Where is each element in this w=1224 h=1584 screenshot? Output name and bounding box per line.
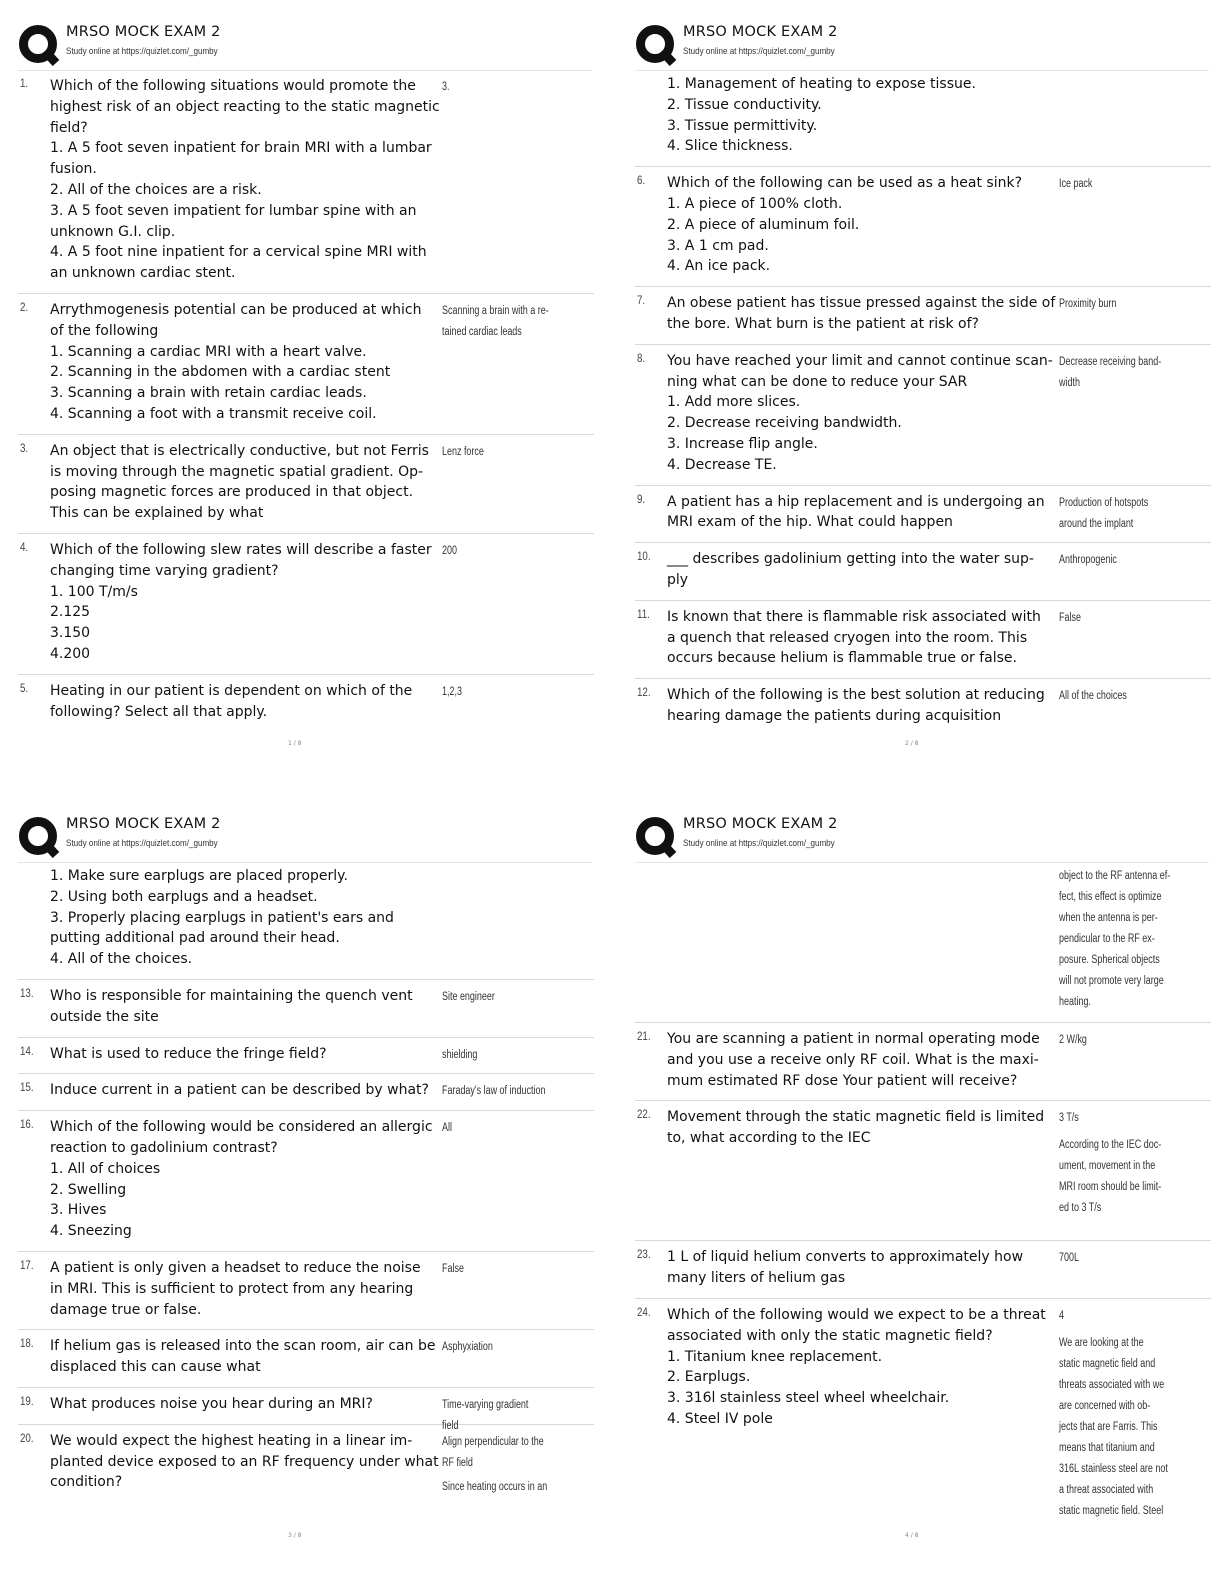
answer-line: field bbox=[442, 1419, 459, 1432]
quizlet-logo-icon bbox=[635, 24, 677, 66]
question-line: Which of the following is the best solution at reducing bbox=[667, 687, 1045, 704]
question-line: the bore. What burn is the patient at risk of? bbox=[667, 315, 979, 332]
question-line: Which of the following would we expect to be a threat bbox=[667, 1306, 1046, 1323]
question-number: 11. bbox=[637, 608, 650, 621]
question-text bbox=[667, 607, 1057, 669]
explanation-line: We are looking at the bbox=[1059, 1336, 1144, 1349]
question-row bbox=[635, 1023, 1211, 1101]
question-text bbox=[50, 1394, 440, 1415]
question-line: 4. Decrease TE. bbox=[667, 456, 777, 473]
page-subtitle: Study online at https://quizlet.com/_gumby bbox=[66, 46, 218, 57]
question-line: 3. A 5 foot seven impatient for lumbar spine with an bbox=[50, 202, 417, 219]
question-line: fusion. bbox=[50, 161, 97, 178]
question-line: An obese patient has tissue pressed against the side of bbox=[667, 295, 1056, 312]
question-line: outside the site bbox=[50, 1008, 159, 1025]
quizlet-logo-icon bbox=[18, 816, 60, 858]
question-line: 1. Add more slices. bbox=[667, 394, 801, 411]
question-number: 12. bbox=[637, 687, 651, 700]
question-text bbox=[667, 549, 1057, 591]
question-text bbox=[667, 1247, 1057, 1289]
page-title: MRSO MOCK EXAM 2 bbox=[66, 816, 221, 832]
answer-line: posure. Spherical objects bbox=[1059, 954, 1160, 966]
page-number: 3 / 8 bbox=[288, 1532, 302, 1539]
question-number: 2. bbox=[20, 301, 29, 314]
answer-explanation bbox=[442, 1477, 592, 1498]
answer-explanation bbox=[1059, 1333, 1209, 1522]
answer-line: Site engineer bbox=[442, 990, 495, 1003]
question-row bbox=[18, 70, 594, 294]
question-line: 2. Using both earplugs and a headset. bbox=[50, 888, 318, 905]
question-line: 3. Scanning a brain with retain cardiac leads. bbox=[50, 385, 367, 402]
explanation-line: Since heating occurs in an bbox=[442, 1480, 548, 1493]
question-number: 20. bbox=[20, 1432, 34, 1445]
question-line: Who is responsible for maintaining the quench vent bbox=[50, 987, 413, 1004]
question-line: 4.200 bbox=[50, 645, 91, 662]
question-line: putting additional pad around their head. bbox=[50, 930, 340, 947]
explanation-line: MRI room should be limit- bbox=[1059, 1181, 1162, 1194]
answer-line: 200 bbox=[442, 544, 457, 557]
answer-text bbox=[1059, 493, 1189, 535]
page-number: 4 / 8 bbox=[905, 1532, 919, 1539]
answer-line: Align perpendicular to the bbox=[442, 1435, 544, 1448]
question-number: 7. bbox=[637, 295, 646, 308]
page-title: MRSO MOCK EXAM 2 bbox=[683, 816, 838, 832]
question-number: 8. bbox=[637, 352, 646, 365]
question-text bbox=[50, 866, 440, 970]
question-line: displaced this can cause what bbox=[50, 1359, 261, 1376]
question-line: of the following bbox=[50, 322, 159, 339]
question-number: 9. bbox=[637, 493, 646, 506]
question-line: 1. Scanning a cardiac MRI with a heart valve. bbox=[50, 343, 367, 360]
question-line: 4. An ice pack. bbox=[667, 258, 771, 275]
answer-line: 4 bbox=[1059, 1309, 1064, 1322]
question-line: 4. Scanning a foot with a transmit receive coil. bbox=[50, 405, 377, 422]
question-line: 1. A piece of 100% cloth. bbox=[667, 195, 843, 212]
answer-line: 3. bbox=[442, 81, 450, 93]
question-line: 1. Titanium knee replacement. bbox=[667, 1348, 883, 1365]
page-subtitle: Study online at https://quizlet.com/_gumby bbox=[66, 838, 218, 849]
exam-page bbox=[18, 18, 608, 778]
question-line: 1. All of choices bbox=[50, 1160, 161, 1177]
answer-line: shielding bbox=[442, 1048, 478, 1061]
answer-text bbox=[442, 541, 572, 562]
exam-page bbox=[635, 810, 1224, 1570]
question-row bbox=[18, 435, 594, 534]
answer-text bbox=[442, 1118, 572, 1139]
question-row bbox=[18, 1074, 594, 1111]
question-text bbox=[667, 351, 1057, 476]
question-line: 1. Make sure earplugs are placed properly. bbox=[50, 868, 348, 884]
question-number: 17. bbox=[20, 1259, 34, 1272]
answer-line: All bbox=[442, 1122, 452, 1135]
page-number: 1 / 8 bbox=[288, 740, 302, 747]
question-line: What produces noise you hear during an MRI? bbox=[50, 1395, 373, 1412]
page-subtitle: Study online at https://quizlet.com/_gumby bbox=[683, 46, 835, 57]
answer-line: tained cardiac leads bbox=[442, 325, 522, 338]
quizlet-logo-icon bbox=[635, 816, 677, 858]
question-row bbox=[18, 294, 594, 435]
question-line: field? bbox=[50, 119, 88, 136]
question-line: Which of the following can be used as a heat sink? bbox=[667, 175, 1023, 192]
answer-text bbox=[1059, 352, 1189, 394]
question-text bbox=[50, 1080, 440, 1101]
question-line: condition? bbox=[50, 1474, 123, 1491]
explanation-line: 316L stainless steel are not bbox=[1059, 1462, 1168, 1475]
question-line: MRI exam of the hip. What could happen bbox=[667, 514, 953, 531]
question-list bbox=[635, 70, 1211, 736]
question-line: We would expect the highest heating in a linear im- bbox=[50, 1432, 413, 1449]
question-text bbox=[50, 300, 440, 425]
answer-line: Production of hotspots bbox=[1059, 496, 1149, 509]
answer-text bbox=[1059, 1108, 1189, 1129]
question-text bbox=[50, 441, 440, 524]
answer-text bbox=[1059, 1248, 1189, 1269]
question-line: is moving through the magnetic spatial gradient. Op- bbox=[50, 463, 424, 480]
page-header bbox=[18, 18, 608, 68]
answer-line: width bbox=[1059, 376, 1080, 389]
question-line: highest risk of an object reacting to the static magnetic bbox=[50, 98, 440, 115]
answer-line: pendicular to the RF ex- bbox=[1059, 933, 1155, 945]
page-header bbox=[635, 18, 1224, 68]
question-line: a quench that released cryogen into the room. This bbox=[667, 629, 1028, 646]
question-number: 15. bbox=[20, 1082, 34, 1095]
answer-line: Faraday's law of induction bbox=[442, 1085, 546, 1098]
question-row bbox=[635, 345, 1211, 486]
question-line: occurs because helium is flammable true or false. bbox=[667, 650, 1017, 667]
question-line: unknown G.I. clip. bbox=[50, 223, 176, 240]
answer-line: RF field bbox=[442, 1456, 473, 1469]
question-row bbox=[635, 862, 1211, 1023]
question-text bbox=[50, 76, 440, 284]
question-line: 2. All of the choices are a risk. bbox=[50, 181, 262, 198]
exam-page bbox=[635, 18, 1224, 778]
question-line: 2.125 bbox=[50, 604, 91, 621]
explanation-line: static magnetic field. Steel bbox=[1059, 1504, 1164, 1517]
question-line: This can be explained by what bbox=[50, 505, 264, 522]
question-text bbox=[50, 1117, 440, 1242]
answer-line: heating. bbox=[1059, 996, 1091, 1008]
question-number: 1. bbox=[20, 78, 29, 90]
question-line: damage true or false. bbox=[50, 1301, 202, 1318]
question-row bbox=[635, 1241, 1211, 1299]
question-line: 4. Slice thickness. bbox=[667, 138, 793, 155]
question-list bbox=[18, 70, 594, 731]
question-line: 2. A piece of aluminum foil. bbox=[667, 216, 860, 233]
answer-text bbox=[442, 301, 572, 343]
answer-text bbox=[1059, 1030, 1189, 1051]
question-line: A patient is only given a headset to reduce the noise bbox=[50, 1259, 421, 1276]
question-line: ___ describes gadolinium getting into the water sup- bbox=[667, 551, 1034, 568]
question-number: 21. bbox=[637, 1031, 651, 1043]
answer-explanation bbox=[1059, 1135, 1209, 1219]
question-line: You have reached your limit and cannot continue scan- bbox=[667, 352, 1053, 369]
page-subtitle: Study online at https://quizlet.com/_gumby bbox=[683, 838, 835, 849]
answer-line: Ice pack bbox=[1059, 178, 1093, 191]
answer-line: around the implant bbox=[1059, 517, 1134, 530]
question-list bbox=[18, 862, 594, 1519]
question-line: 2. Earplugs. bbox=[667, 1369, 751, 1386]
question-line: 2. Swelling bbox=[50, 1181, 127, 1198]
question-row bbox=[635, 601, 1211, 679]
question-line: Arrythmogenesis potential can be produced at which bbox=[50, 301, 422, 318]
exam-page bbox=[18, 810, 608, 1570]
question-number: 22. bbox=[637, 1109, 651, 1122]
question-number: 4. bbox=[20, 541, 29, 554]
question-line: Induce current in a patient can be described by what? bbox=[50, 1082, 429, 1099]
question-line: 3.150 bbox=[50, 625, 91, 642]
answer-line: 1,2,3 bbox=[442, 685, 462, 698]
question-number: 3. bbox=[20, 442, 29, 455]
page-header bbox=[635, 810, 1224, 860]
question-row bbox=[635, 1101, 1211, 1241]
question-line: 1. Management of heating to expose tissue. bbox=[667, 76, 976, 92]
question-number: 19. bbox=[20, 1395, 34, 1408]
question-row bbox=[18, 1388, 594, 1432]
question-text bbox=[50, 681, 440, 723]
answer-text bbox=[1059, 866, 1189, 1013]
question-line: An object that is electrically conductive, but not Ferris bbox=[50, 442, 429, 459]
question-line: Which of the following situations would promote the bbox=[50, 78, 416, 94]
question-line: Which of the following slew rates will describe a faster bbox=[50, 541, 432, 558]
question-number: 14. bbox=[20, 1045, 34, 1058]
question-row bbox=[18, 1330, 594, 1388]
question-line: mum estimated RF dose Your patient will receive? bbox=[667, 1072, 1018, 1089]
question-row bbox=[635, 287, 1211, 345]
answer-text bbox=[442, 1081, 572, 1102]
question-line: Which of the following would be considered an allergic bbox=[50, 1119, 433, 1136]
question-text bbox=[667, 1029, 1057, 1091]
question-line: 4. All of the choices. bbox=[50, 951, 193, 968]
quizlet-logo-icon bbox=[18, 24, 60, 66]
question-line: If helium gas is released into the scan room, air can be bbox=[50, 1338, 436, 1355]
answer-text bbox=[1059, 686, 1189, 707]
question-number: 13. bbox=[20, 987, 34, 1000]
question-number: 18. bbox=[20, 1338, 34, 1351]
answer-text bbox=[442, 1337, 572, 1358]
question-line: planted device exposed to an RF frequency under what bbox=[50, 1453, 439, 1470]
question-line: 4. Steel IV pole bbox=[667, 1410, 773, 1427]
answer-line: object to the RF antenna ef- bbox=[1059, 870, 1171, 882]
question-row bbox=[635, 679, 1211, 736]
question-line: to, what according to the IEC bbox=[667, 1130, 871, 1147]
question-line: ning what can be done to reduce your SAR bbox=[667, 373, 968, 390]
question-text bbox=[50, 540, 440, 665]
answer-text bbox=[1059, 1306, 1189, 1327]
question-line: Heating in our patient is dependent on which of the bbox=[50, 682, 413, 699]
explanation-line: threats associated with we bbox=[1059, 1378, 1165, 1391]
answer-line: Lenz force bbox=[442, 445, 484, 458]
explanation-line: ument, movement in the bbox=[1059, 1160, 1156, 1173]
question-line: 3. A 1 cm pad. bbox=[667, 237, 769, 254]
answer-line: will not promote very large bbox=[1059, 975, 1164, 987]
question-line: ply bbox=[667, 571, 689, 588]
page-title: MRSO MOCK EXAM 2 bbox=[683, 24, 838, 40]
question-text bbox=[50, 986, 440, 1028]
question-text bbox=[667, 492, 1057, 534]
question-line: 2. Decrease receiving bandwidth. bbox=[667, 415, 902, 432]
answer-text bbox=[442, 682, 572, 703]
answer-line: False bbox=[442, 1262, 464, 1275]
question-line: 3. Increase flip angle. bbox=[667, 435, 818, 452]
page-number: 2 / 8 bbox=[905, 740, 919, 747]
question-number: 24. bbox=[637, 1306, 651, 1319]
question-line: A patient has a hip replacement and is undergoing an bbox=[667, 493, 1045, 510]
question-text bbox=[667, 1305, 1057, 1430]
question-line: What is used to reduce the fringe field? bbox=[50, 1045, 327, 1062]
question-line: many liters of helium gas bbox=[667, 1270, 846, 1287]
question-row bbox=[18, 1038, 594, 1075]
question-text bbox=[667, 74, 1057, 157]
question-line: 4. Sneezing bbox=[50, 1223, 132, 1240]
explanation-line: According to the IEC doc- bbox=[1059, 1139, 1162, 1152]
question-line: 3. Hives bbox=[50, 1202, 107, 1219]
question-line: 3. Tissue permittivity. bbox=[667, 117, 818, 134]
question-number: 6. bbox=[637, 175, 646, 188]
answer-line: when the antenna is per- bbox=[1059, 912, 1158, 924]
answer-text bbox=[442, 1432, 572, 1474]
question-line: You are scanning a patient in normal operating mode bbox=[667, 1031, 1040, 1047]
question-line: Movement through the static magnetic field is limited bbox=[667, 1109, 1045, 1126]
question-text bbox=[667, 173, 1057, 277]
question-line: associated with only the static magnetic field? bbox=[667, 1327, 993, 1344]
answer-line: 2 W/kg bbox=[1059, 1034, 1087, 1046]
question-row bbox=[635, 486, 1211, 544]
question-text bbox=[50, 1044, 440, 1065]
answer-text bbox=[442, 77, 572, 98]
question-line: 3. 316l stainless steel wheel wheelchair. bbox=[667, 1390, 950, 1407]
question-line: reaction to gadolinium contrast? bbox=[50, 1139, 278, 1156]
question-row bbox=[18, 675, 594, 732]
question-row bbox=[18, 1425, 594, 1519]
question-line: posing magnetic forces are produced in that object. bbox=[50, 484, 414, 501]
question-line: Is known that there is flammable risk associated with bbox=[667, 608, 1041, 625]
question-text bbox=[667, 293, 1057, 335]
question-line: 1. A 5 foot seven inpatient for brain MRI with a lumbar bbox=[50, 140, 432, 157]
question-text bbox=[667, 1107, 1057, 1149]
page-header bbox=[18, 810, 608, 860]
question-row bbox=[18, 980, 594, 1038]
question-number: 10. bbox=[637, 551, 651, 564]
question-line: 4. A 5 foot nine inpatient for a cervical spine MRI with bbox=[50, 244, 427, 261]
question-row bbox=[635, 543, 1211, 601]
answer-text bbox=[1059, 294, 1189, 315]
question-line: in MRI. This is sufficient to protect from any hearing bbox=[50, 1280, 414, 1297]
answer-text bbox=[1059, 550, 1189, 571]
question-row bbox=[635, 167, 1211, 287]
explanation-line: ed to 3 T/s bbox=[1059, 1202, 1102, 1215]
question-list bbox=[635, 862, 1211, 1543]
question-line: 2. Scanning in the abdomen with a cardiac stent bbox=[50, 364, 391, 381]
question-line: following? Select all that apply. bbox=[50, 703, 268, 720]
answer-line: False bbox=[1059, 611, 1081, 624]
question-line: 2. Tissue conductivity. bbox=[667, 96, 822, 113]
question-text bbox=[50, 1431, 440, 1493]
question-line: an unknown cardiac stent. bbox=[50, 265, 236, 282]
answer-text bbox=[1059, 174, 1189, 195]
explanation-line: are concerned with ob- bbox=[1059, 1399, 1151, 1412]
question-row bbox=[635, 1299, 1211, 1543]
explanation-line: jects that are Farris. This bbox=[1059, 1420, 1158, 1433]
explanation-line: static magnetic field and bbox=[1059, 1357, 1156, 1370]
answer-line: Time-varying gradient bbox=[442, 1398, 529, 1411]
answer-line: 700L bbox=[1059, 1252, 1079, 1265]
question-row bbox=[18, 862, 594, 980]
question-row bbox=[18, 1252, 594, 1330]
answer-line: Anthropogenic bbox=[1059, 554, 1117, 567]
question-number: 23. bbox=[637, 1249, 651, 1262]
question-line: and you use a receive only RF coil. What is the maxi- bbox=[667, 1051, 1039, 1068]
answer-line: All of the choices bbox=[1059, 690, 1127, 703]
answer-line: Proximity burn bbox=[1059, 298, 1117, 311]
explanation-line: means that titanium and bbox=[1059, 1441, 1155, 1454]
question-row bbox=[18, 534, 594, 675]
answer-line: Decrease receiving band- bbox=[1059, 355, 1162, 368]
question-line: changing time varying gradient? bbox=[50, 562, 279, 579]
question-text bbox=[50, 1336, 440, 1378]
question-number: 16. bbox=[20, 1119, 34, 1132]
answer-line: Asphyxiation bbox=[442, 1341, 493, 1354]
answer-text bbox=[442, 442, 572, 463]
question-row bbox=[635, 70, 1211, 167]
answer-text bbox=[442, 987, 572, 1008]
page-title: MRSO MOCK EXAM 2 bbox=[66, 24, 221, 40]
question-line: 1. 100 T/m/s bbox=[50, 583, 138, 600]
question-line: hearing damage the patients during acquisition bbox=[667, 707, 1002, 724]
answer-line: Scanning a brain with a re- bbox=[442, 304, 549, 317]
question-text bbox=[667, 685, 1057, 727]
answer-line: fect, this effect is optimize bbox=[1059, 891, 1162, 903]
answer-text bbox=[1059, 608, 1189, 629]
question-text bbox=[50, 1258, 440, 1320]
answer-line: 3 T/s bbox=[1059, 1112, 1079, 1125]
question-line: 1 L of liquid helium converts to approximately how bbox=[667, 1249, 1024, 1266]
question-row bbox=[18, 1111, 594, 1252]
question-number: 5. bbox=[20, 682, 29, 695]
question-line: 3. Properly placing earplugs in patient's ears and bbox=[50, 909, 394, 926]
explanation-line: a threat associated with bbox=[1059, 1483, 1154, 1496]
answer-text bbox=[442, 1259, 572, 1280]
answer-text bbox=[442, 1045, 572, 1066]
